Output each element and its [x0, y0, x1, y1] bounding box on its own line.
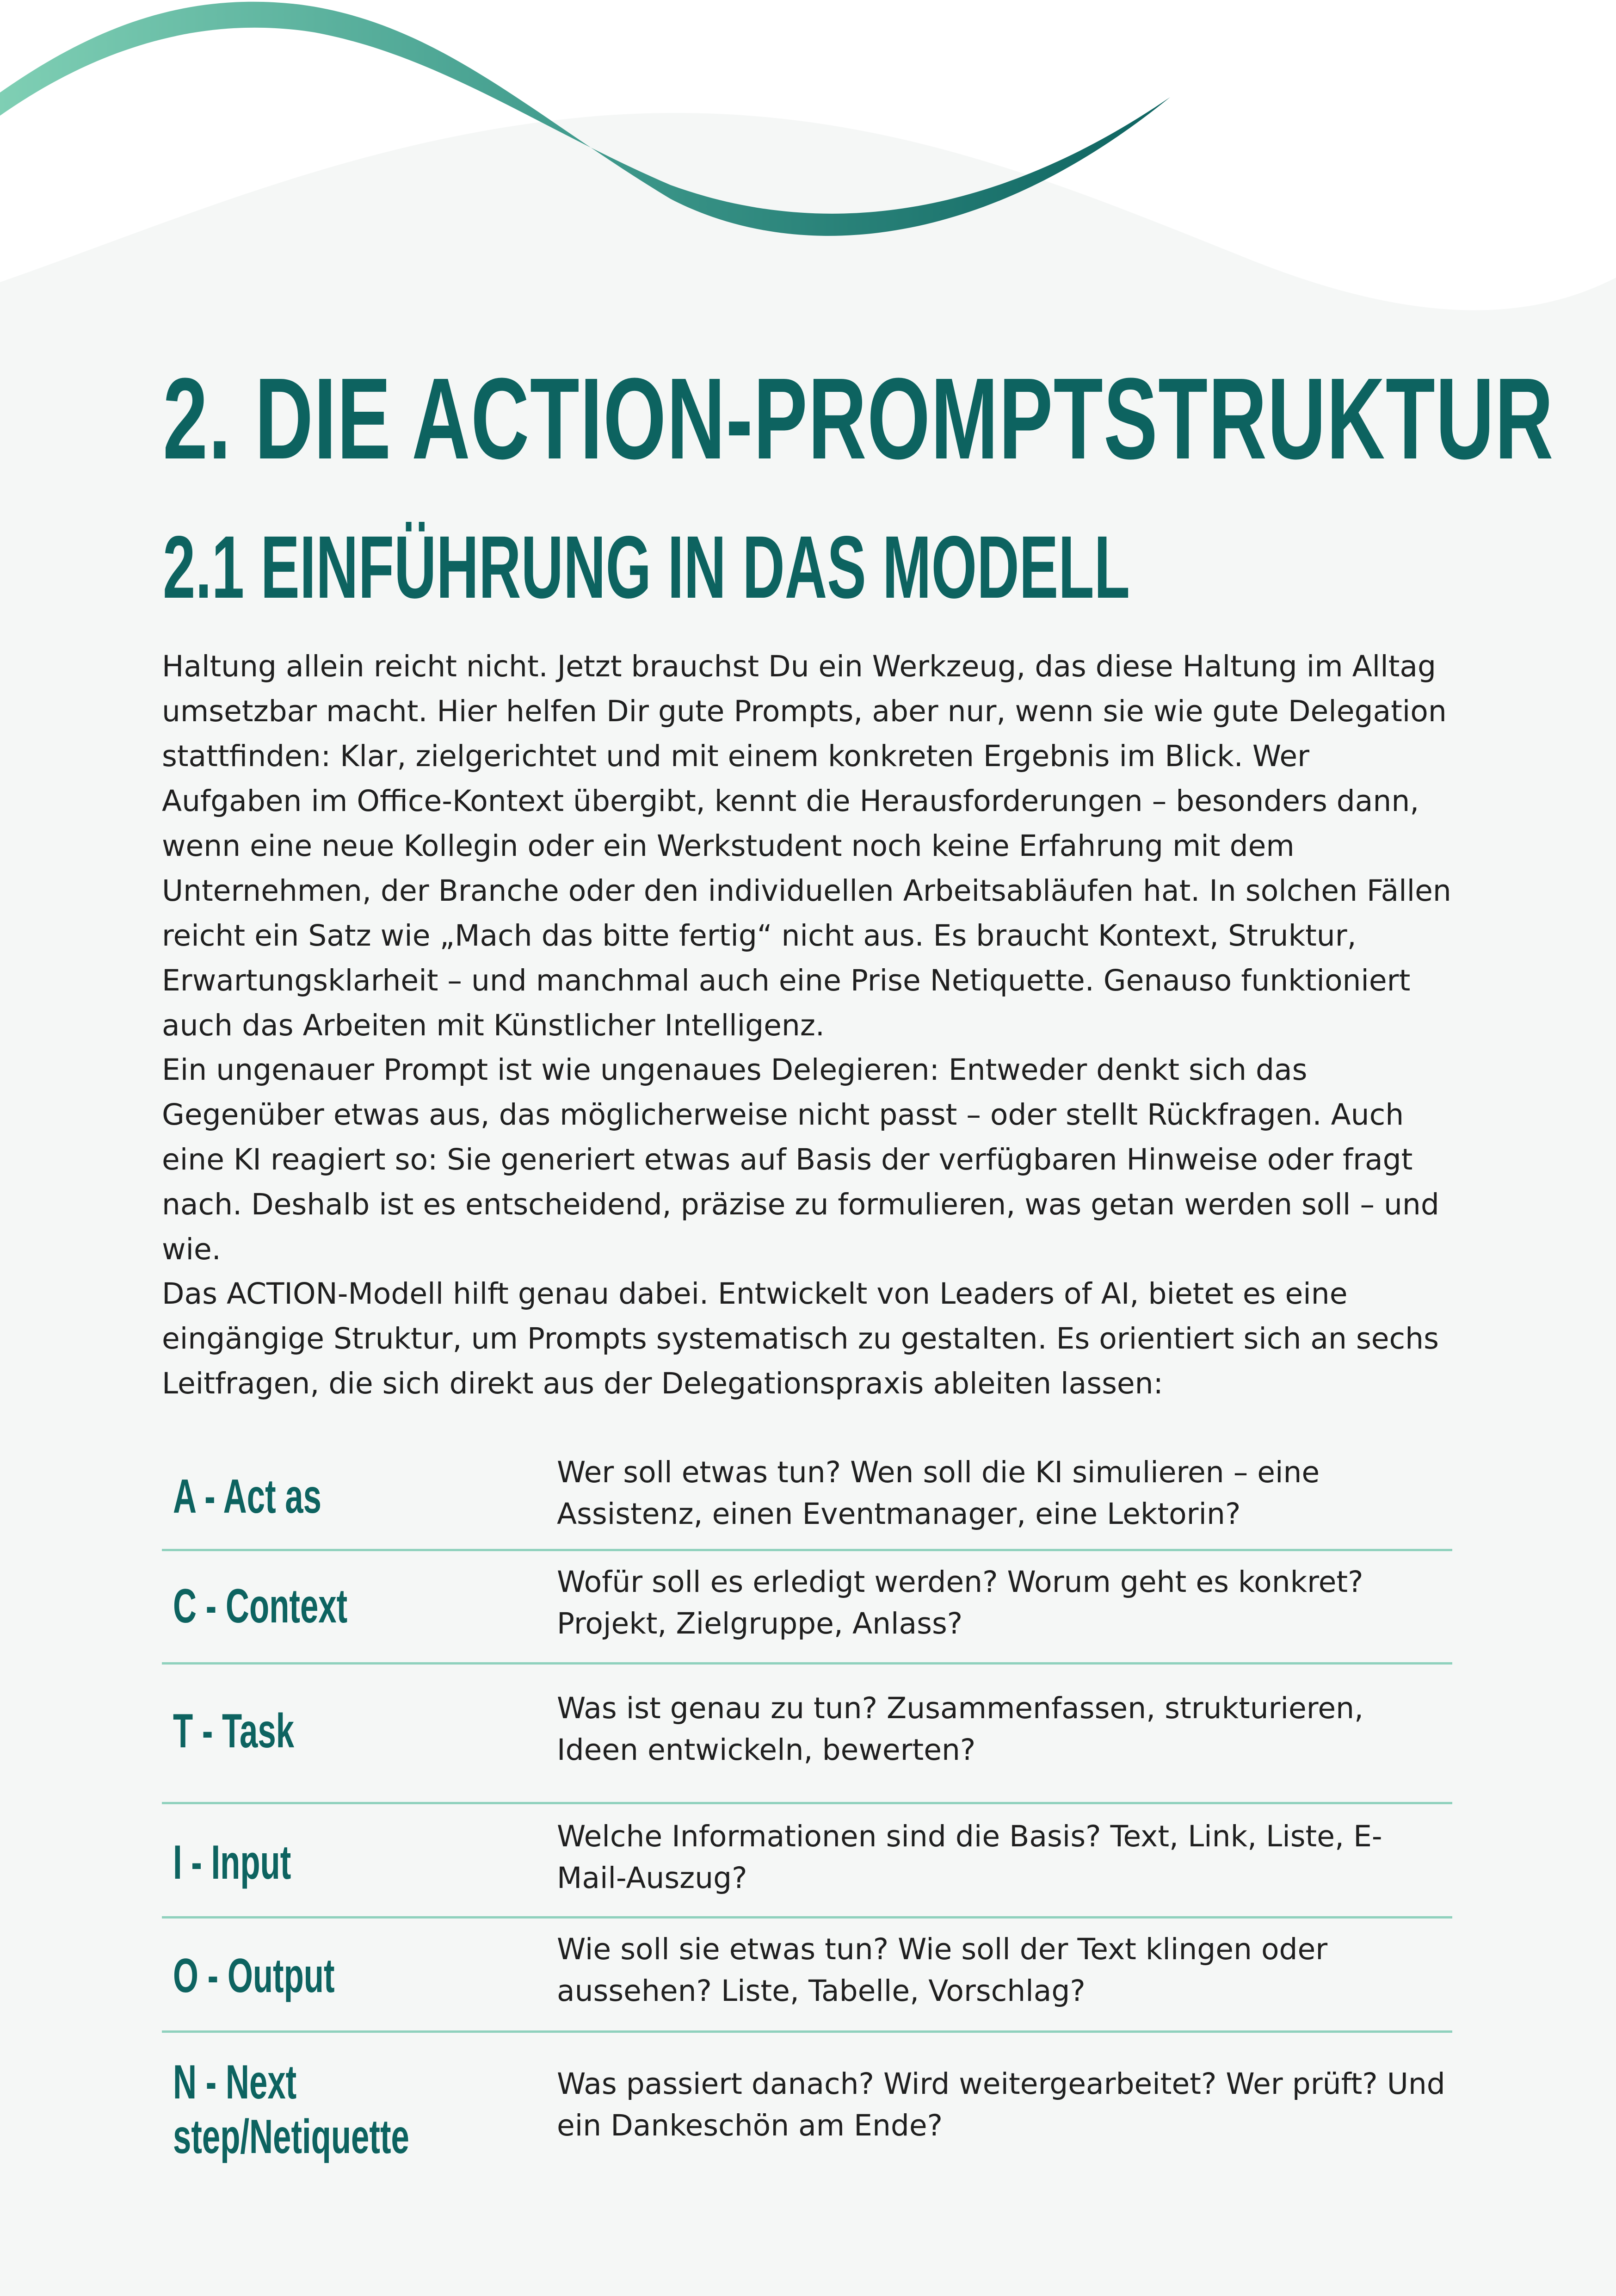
action-model-table: [162, 1442, 1452, 2172]
model-paragraph: Das ACTION-Modell hilft genau dabei. Entwickelt von Leaders of AI, bietet es eine eingängige Struktur, um Prompts systematisch zu gestalten. Es orientiert sich an sechs Leitfragen, die sich direkt aus der Delegationspraxis ableiten lassen:: [162, 1277, 1439, 1400]
table-row: [162, 1442, 1452, 1551]
table-row: [162, 2033, 1452, 2172]
intro-paragraph: Haltung allein reicht nicht. Jetzt brauchst Du ein Werkzeug, das diese Haltung im Alltag umsetzbar macht. Hier helfen Dir gute Prompts, aber nur, wenn sie wie gute Delegation stattfinden: Klar, zielgerichtet und mit einem konkreten Ergebnis im Blick. Wer Aufgaben im Office-Kontext übergibt, kennt die Herausforderungen – besonders dann, wenn eine neue Kollegin oder ein Werkstudent noch keine Erfahrung mit dem Unternehmen, der Branche oder den individuellen Arbeitsabläufen hat. In solchen Fällen reicht ein Satz wie „Mach das bitte fertig“ nicht aus. Es braucht Kontext, Struktur, Erwartungsklarheit – und manchmal auch eine Prise Netiquette. Genauso funktioniert auch das Arbeiten mit Künstlicher Intelligenz.: [162, 650, 1451, 1042]
row-key: O - Output: [173, 1949, 335, 2003]
row-key: I - Input: [173, 1836, 291, 1889]
row-description: Wie soll sie etwas tun? Wie soll der Text klingen oder aussehen? Liste, Tabelle, Vorschlag?: [557, 1932, 1328, 2008]
table-row: [162, 1918, 1452, 2033]
table-row: [162, 1551, 1452, 1665]
row-description: Wer soll etwas tun? Wen soll die KI simulieren – eine Assistenz, einen Eventmanager, eine Lektorin?: [557, 1455, 1320, 1531]
page-title: 2. DIE ACTION-PROMPTSTRUKTUR: [163, 354, 1554, 483]
section-subtitle: 2.1 EINFÜHRUNG IN DAS MODELL: [163, 517, 1130, 617]
row-description: Welche Informationen sind die Basis? Text, Link, Liste, E-Mail-Auszug?: [557, 1819, 1382, 1895]
row-description: Wofür soll es erledigt werden? Worum geht es konkret? Projekt, Zielgruppe, Anlass?: [557, 1565, 1363, 1640]
header-wave-decoration: [0, 0, 1616, 324]
row-key: C - Context: [173, 1579, 348, 1633]
row-key: A - Act as: [173, 1470, 321, 1523]
row-key: N - Next step/Netiquette: [173, 2055, 409, 2164]
row-key: T - Task: [173, 1704, 294, 1758]
row-description: Was passiert danach? Wird weitergearbeitet? Wer prüft? Und ein Dankeschön am Ende?: [557, 2067, 1445, 2142]
prompt-paragraph: Ein ungenauer Prompt ist wie ungenaues Delegieren: Entweder denkt sich das Gegenüber etwas aus, das möglicherweise nicht passt – oder stellt Rückfragen. Auch eine KI reagiert so: Sie generiert etwas auf Basis der verfügbaren Hinweise oder fragt nach. Deshalb ist es entscheidend, präzise zu formulieren, was getan werden soll – und wie.: [162, 1053, 1439, 1266]
table-row: [162, 1804, 1452, 1918]
white-header-shape: [0, 0, 1616, 310]
row-description: Was ist genau zu tun? Zusammenfassen, strukturieren, Ideen entwickeln, bewerten?: [557, 1691, 1364, 1767]
table-row: [162, 1665, 1452, 1804]
